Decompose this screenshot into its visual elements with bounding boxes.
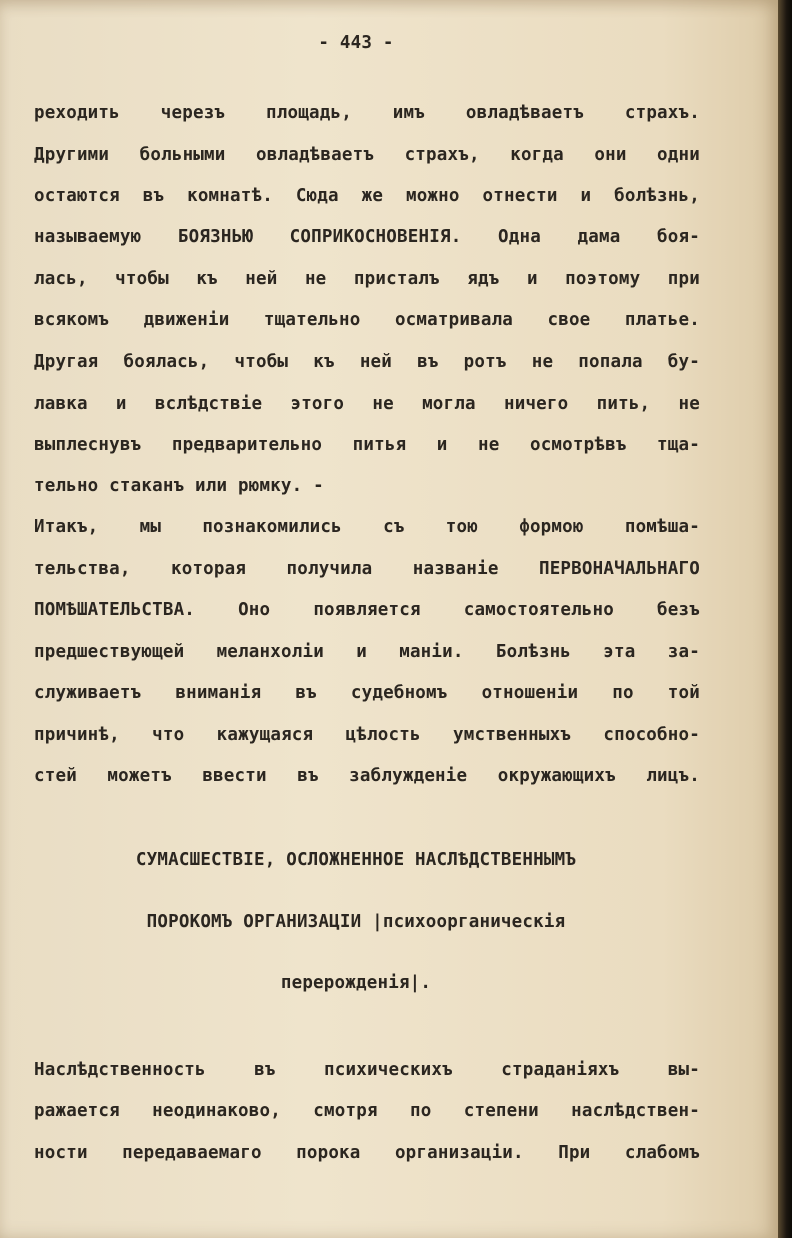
- text-line: остаются въ комнатѣ. Сюда же можно отнести и болѣзнь,: [34, 186, 700, 206]
- text-line: стей можетъ ввести въ заблужденіе окружающихъ лицъ.: [34, 766, 700, 786]
- section-heading: СУМАСШЕСТВІЕ, ОСЛОЖНЕННОЕ НАСЛѢДСТВЕННЫМЪ: [135, 850, 577, 870]
- text-line: Наслѣдственность въ психическихъ страданіяхъ вы-: [34, 1060, 700, 1080]
- text-line: ности передаваемаго порока организаціи. При слабомъ: [34, 1143, 700, 1163]
- section-heading: ПОРОКОМЪ ОРГАНИЗАЦІИ |психоорганическія: [146, 912, 566, 932]
- text-line: ражается неодинаково, смотря по степени наслѣдствен-: [34, 1101, 700, 1121]
- text-line: тельно стаканъ или рюмку. -: [34, 476, 324, 496]
- text-line: лась, чтобы къ ней не присталъ ядъ и поэтому при: [34, 269, 700, 289]
- text-line: лавка и вслѣдствіе этого не могла ничего пить, не: [34, 394, 700, 414]
- text-line: Другими больными овладѣваетъ страхъ, когда они одни: [34, 145, 700, 165]
- text-line: выплеснувъ предварительно питья и не осмотрѣвъ тща-: [34, 435, 700, 455]
- page-number: - 443 -: [318, 33, 394, 53]
- book-binding-edge: [778, 0, 792, 1238]
- section-heading: перерожденія|.: [280, 973, 432, 993]
- text-line: тельства, которая получила названіе ПЕРВОНАЧАЛЬНАГО: [34, 559, 700, 579]
- text-line: называемую БОЯЗНЬЮ СОПРИКОСНОВЕНІЯ. Одна дама боя-: [34, 227, 700, 247]
- text-line: реходить черезъ площадь, имъ овладѣваетъ страхъ.: [34, 103, 700, 123]
- text-line: предшествующей меланхоліи и маніи. Болѣзнь эта за-: [34, 642, 700, 662]
- text-line: служиваетъ вниманія въ судебномъ отношеніи по той: [34, 683, 700, 703]
- text-line: причинѣ, что кажущаяся цѣлость умственныхъ способно-: [34, 725, 700, 745]
- text-line: Итакъ, мы познакомились съ тою формою помѣша-: [34, 517, 700, 537]
- text-line: ПОМѢШАТЕЛЬСТВА. Оно появляется самостоятельно безъ: [34, 600, 700, 620]
- text-line: всякомъ движеніи тщательно осматривала свое платье.: [34, 310, 700, 330]
- text-line: Другая боялась, чтобы къ ней въ ротъ не попала бу-: [34, 352, 700, 372]
